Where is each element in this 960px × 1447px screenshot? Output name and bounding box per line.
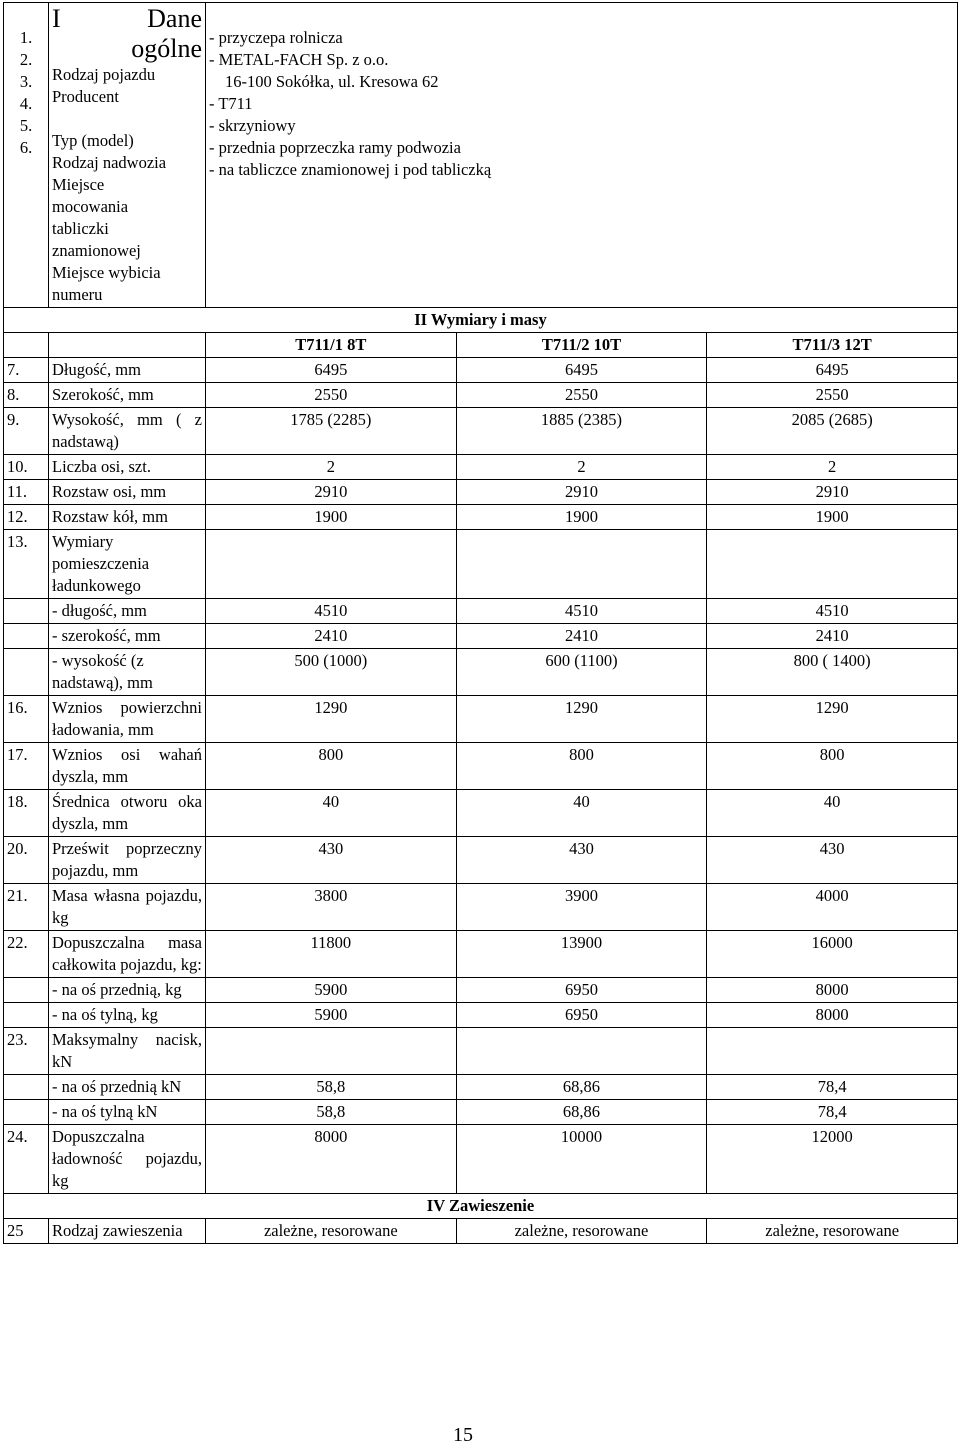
row-value: 16000 (707, 931, 958, 978)
row-value: 68,86 (456, 1075, 707, 1100)
row-label: Wznios osi wahań dyszla, mm (49, 743, 206, 790)
section-title-general (52, 4, 202, 64)
table-row (4, 696, 958, 743)
row-value: 10000 (456, 1125, 707, 1194)
row-label: Średnica otworu oka dyszla, mm (49, 790, 206, 837)
row-number: 8. (4, 383, 49, 408)
row-value: 430 (206, 837, 457, 884)
table-row (4, 649, 958, 696)
row-number: 13. (4, 530, 49, 599)
value-vehicle-type: - przyczepa rolnicza (209, 28, 343, 47)
row-value: 6495 (456, 358, 707, 383)
row-value (456, 1028, 707, 1075)
row-value: 430 (456, 837, 707, 884)
row-number: 3. (19, 72, 33, 91)
row-label: - na oś przednią kN (49, 1075, 206, 1100)
row-value: 2410 (206, 624, 457, 649)
row-value: 800 (206, 743, 457, 790)
row-value: 800 (456, 743, 707, 790)
row-number: 25 (4, 1219, 49, 1244)
row-label: Dopuszczalna masa całkowita pojazdu, kg: (49, 931, 206, 978)
row-value: 4510 (206, 599, 457, 624)
row-value: 6950 (456, 1003, 707, 1028)
value-body-type: - skrzyniowy (209, 116, 296, 135)
row-value: 1785 (2285) (206, 408, 457, 455)
row-value: 1900 (206, 505, 457, 530)
row-label: Wysokość, mm ( z nadstawą) (49, 408, 206, 455)
row-value: 430 (707, 837, 958, 884)
table-row (4, 530, 958, 599)
table-row (4, 837, 958, 884)
row-value: 1900 (456, 505, 707, 530)
column-header-row (4, 333, 958, 358)
row-number (4, 599, 49, 624)
row-value: 1290 (206, 696, 457, 743)
row-label: Dopuszczalna ładowność pojazdu, kg (49, 1125, 206, 1194)
row-value: 1885 (2385) (456, 408, 707, 455)
specification-table (3, 2, 958, 1244)
row-value: 78,4 (707, 1075, 958, 1100)
row-label: Masa własna pojazdu, kg (49, 884, 206, 931)
row-value: 5900 (206, 978, 457, 1003)
row-label: Wznios powierzchni ładowania, mm (49, 696, 206, 743)
table-row (4, 1100, 958, 1125)
row-label: Liczba osi, szt. (49, 455, 206, 480)
row-value: zależne, resorowane (206, 1219, 457, 1244)
row-number: 21. (4, 884, 49, 931)
table-row (4, 790, 958, 837)
label-body-type: Rodzaj nadwozia (52, 153, 167, 172)
row-value: 40 (206, 790, 457, 837)
row-value: 3800 (206, 884, 457, 931)
row-value: zależne, resorowane (707, 1219, 958, 1244)
row-value: 800 (707, 743, 958, 790)
row-label: - na oś przednią, kg (49, 978, 206, 1003)
row-value: 40 (707, 790, 958, 837)
table-row (4, 505, 958, 530)
row-value: 2910 (707, 480, 958, 505)
row-value: 8000 (707, 1003, 958, 1028)
row-number (4, 1100, 49, 1125)
row-value: 2 (456, 455, 707, 480)
row-label: Maksymalny nacisk, kN (49, 1028, 206, 1075)
row-value (206, 1028, 457, 1075)
column-header: T711/1 8T (206, 333, 457, 358)
row-value: 5900 (206, 1003, 457, 1028)
label-plate-location: Miejsce mocowania tabliczki znamionowej (52, 175, 141, 260)
row-number: 2. (19, 50, 33, 69)
row-value: 2085 (2685) (707, 408, 958, 455)
row-value: 800 ( 1400) (707, 649, 958, 696)
row-number: 16. (4, 696, 49, 743)
row-label: - na oś tylną kN (49, 1100, 206, 1125)
row-number: 10. (4, 455, 49, 480)
row-value: 2910 (456, 480, 707, 505)
row-value: zależne, resorowane (456, 1219, 707, 1244)
value-plate-location: - przednia poprzeczka ramy podwozia (209, 138, 461, 157)
table-row (4, 408, 958, 455)
row-value: 2 (707, 455, 958, 480)
general-values (206, 3, 958, 308)
row-label: - długość, mm (49, 599, 206, 624)
row-value: 12000 (707, 1125, 958, 1194)
row-value: 6495 (707, 358, 958, 383)
row-number: 20. (4, 837, 49, 884)
row-label: - wysokość (z nadstawą), mm (49, 649, 206, 696)
row-value: 2550 (707, 383, 958, 408)
table-row (4, 1075, 958, 1100)
row-label: Rodzaj zawieszenia (49, 1219, 206, 1244)
section-title-suspension: IV Zawieszenie (4, 1194, 958, 1219)
label-number-location: Miejsce wybicia numeru (52, 263, 161, 304)
row-number (4, 978, 49, 1003)
section-title-word: Dane (147, 4, 202, 33)
row-number: 5. (19, 116, 33, 135)
table-row (4, 1028, 958, 1075)
row-label: Długość, mm (49, 358, 206, 383)
row-label: Prześwit poprzeczny pojazdu, mm (49, 837, 206, 884)
table-row (4, 743, 958, 790)
value-number-location: - na tabliczce znamionowej i pod tabliczką (209, 160, 492, 179)
row-value: 600 (1100) (456, 649, 707, 696)
row-value: 2550 (456, 383, 707, 408)
row-number: 7. (4, 358, 49, 383)
row-value: 58,8 (206, 1100, 457, 1125)
row-value: 68,86 (456, 1100, 707, 1125)
table-row (4, 383, 958, 408)
row-number: 11. (4, 480, 49, 505)
row-value: 500 (1000) (206, 649, 457, 696)
row-value: 1290 (707, 696, 958, 743)
label-model: Typ (model) (52, 131, 134, 150)
row-value: 8000 (206, 1125, 457, 1194)
table-row (4, 978, 958, 1003)
section-title-word: ogólne (131, 34, 202, 63)
general-data-row (4, 3, 958, 308)
section-title-dimensions: II Wymiary i masy (4, 308, 958, 333)
row-label: - na oś tylną, kg (49, 1003, 206, 1028)
general-labels (49, 3, 206, 308)
label-producer: Producent (52, 87, 119, 106)
page-number: 15 (453, 1424, 473, 1446)
column-header: T711/3 12T (707, 333, 958, 358)
row-number (4, 649, 49, 696)
row-value (707, 530, 958, 599)
row-number: 18. (4, 790, 49, 837)
row-value: 2410 (456, 624, 707, 649)
row-number: 9. (4, 408, 49, 455)
table-row (4, 884, 958, 931)
row-value: 3900 (456, 884, 707, 931)
row-number: 22. (4, 931, 49, 978)
row-value: 4510 (707, 599, 958, 624)
row-value: 2910 (206, 480, 457, 505)
row-value (456, 530, 707, 599)
table-row (4, 599, 958, 624)
row-number: 6. (19, 138, 33, 157)
row-value (206, 530, 457, 599)
row-value: 6495 (206, 358, 457, 383)
value-model: - T711 (209, 94, 253, 113)
row-number (4, 1075, 49, 1100)
table-row (4, 624, 958, 649)
row-number: 4. (19, 94, 33, 113)
row-number: 17. (4, 743, 49, 790)
section-number: I (52, 4, 61, 33)
row-value: 40 (456, 790, 707, 837)
row-value: 4510 (456, 599, 707, 624)
section-header-row (4, 308, 958, 333)
section-header-row (4, 1194, 958, 1219)
row-value: 8000 (707, 978, 958, 1003)
column-header: T711/2 10T (456, 333, 707, 358)
row-value: 2550 (206, 383, 457, 408)
row-number (4, 624, 49, 649)
row-value: 2410 (707, 624, 958, 649)
general-numbers (4, 3, 49, 308)
label-vehicle-type: Rodzaj pojazdu (52, 65, 156, 84)
row-label: Rozstaw kół, mm (49, 505, 206, 530)
row-label: - szerokość, mm (49, 624, 206, 649)
table-row (4, 358, 958, 383)
row-number: 24. (4, 1125, 49, 1194)
row-number: 1. (19, 28, 33, 47)
row-value: 4000 (707, 884, 958, 931)
row-label: Wymiary pomieszczenia ładunkowego (49, 530, 206, 599)
value-producer: - METAL-FACH Sp. z o.o. (209, 50, 389, 69)
row-label: Rozstaw osi, mm (49, 480, 206, 505)
table-row (4, 455, 958, 480)
row-label: Szerokość, mm (49, 383, 206, 408)
value-producer-address: 16-100 Sokółka, ul. Kresowa 62 (225, 72, 439, 91)
row-number: 23. (4, 1028, 49, 1075)
row-number: 12. (4, 505, 49, 530)
table-row (4, 480, 958, 505)
table-row (4, 1003, 958, 1028)
row-value: 13900 (456, 931, 707, 978)
row-value: 58,8 (206, 1075, 457, 1100)
table-row (4, 1219, 958, 1244)
row-value: 1290 (456, 696, 707, 743)
row-value: 2 (206, 455, 457, 480)
row-value (707, 1028, 958, 1075)
table-row (4, 1125, 958, 1194)
table-row (4, 931, 958, 978)
row-value: 6950 (456, 978, 707, 1003)
row-value: 1900 (707, 505, 958, 530)
row-number (4, 1003, 49, 1028)
row-value: 11800 (206, 931, 457, 978)
row-value: 78,4 (707, 1100, 958, 1125)
